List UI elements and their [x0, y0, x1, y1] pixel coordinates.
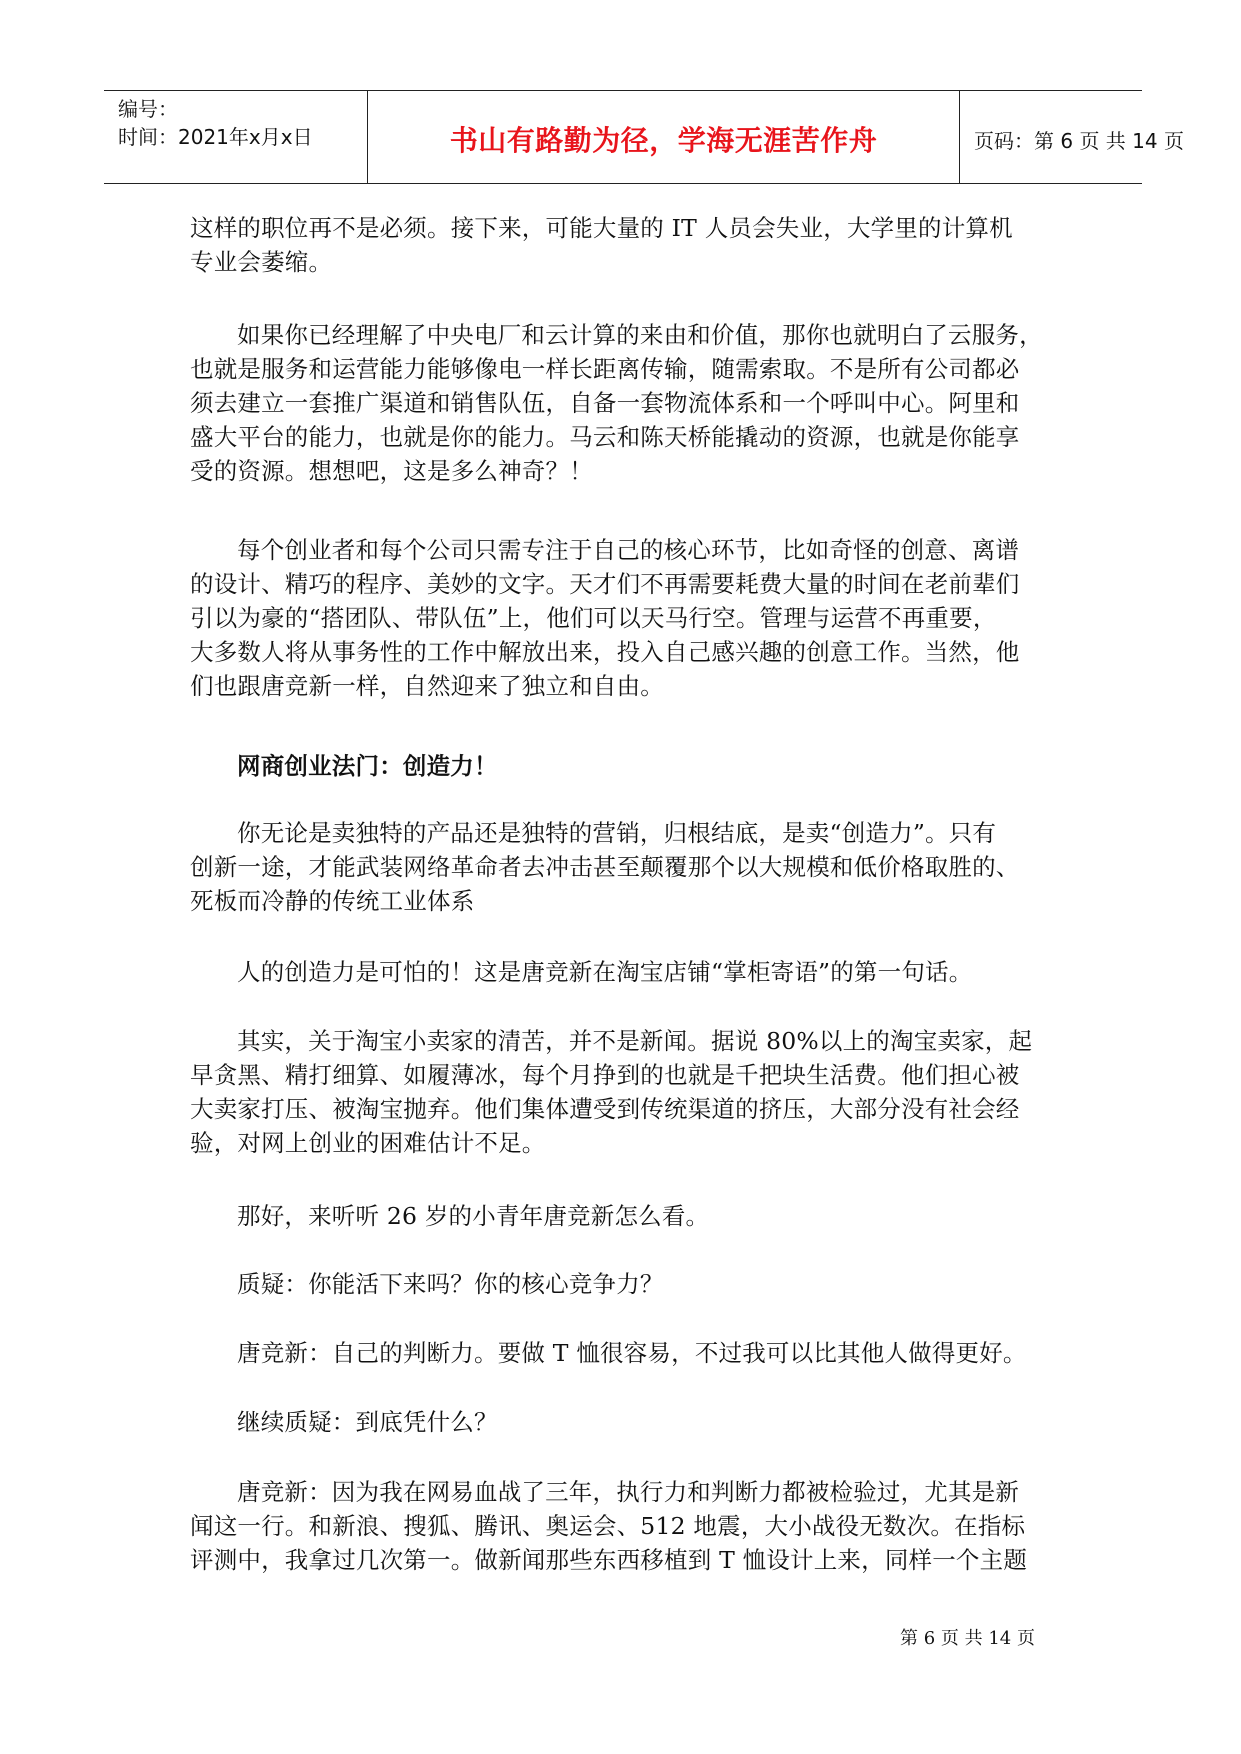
text-line: 质疑：你能活下来吗？你的核心竞争力？	[237, 1270, 664, 1298]
text-line: 你无论是卖独特的产品还是独特的营销，归根结底，是卖“创造力”。只有	[237, 819, 997, 847]
header-page-cell	[960, 91, 1184, 183]
text-line: 那好，来听听 26 岁的小青年唐竞新怎么看。	[237, 1202, 710, 1230]
header-motto: 书山有路勤为径，学海无涯苦作舟	[449, 124, 878, 157]
text-line: 继续质疑：到底凭什么？	[237, 1408, 498, 1436]
paragraph	[190, 955, 1062, 989]
text-line: 须去建立一套推广渠道和销售队伍，自备一套物流体系和一个呼叫中心。阿里和	[190, 389, 1020, 417]
header-meta-cell	[104, 91, 368, 183]
paragraph	[190, 816, 1062, 918]
text-line: 唐竞新：因为我在网易血战了三年，执行力和判断力都被检验过，尤其是新	[237, 1478, 1020, 1506]
paragraph	[190, 211, 1062, 279]
time-label: 时间：2021年x月x日	[118, 125, 313, 149]
text-line: 如果你已经理解了中央电厂和云计算的来由和价值，那你也就明白了云服务，	[237, 321, 1043, 349]
text-line: 死板而冷静的传统工业体系	[190, 887, 475, 915]
text-line: 人的创造力是可怕的！这是唐竞新在淘宝店铺“掌柜寄语”的第一句话。	[237, 958, 973, 986]
paragraph	[190, 533, 1062, 703]
text-line: 大多数人将从事务性的工作中解放出来，投入自己感兴趣的创意工作。当然，他	[190, 638, 1020, 666]
text-line: 受的资源。想想吧，这是多么神奇？！	[190, 457, 593, 485]
paragraph	[190, 1405, 1062, 1439]
text-line: 们也跟唐竞新一样，自然迎来了独立和自由。	[190, 672, 664, 700]
text-line: 这样的职位再不是必须。接下来，可能大量的 IT 人员会失业，大学里的计算机	[190, 214, 1013, 242]
header-motto-cell	[368, 91, 960, 183]
section-heading: 网商创业法门：创造力！	[237, 752, 498, 780]
paragraph	[190, 1336, 1062, 1370]
paragraph	[190, 1475, 1062, 1577]
text-line: 评测中，我拿过几次第一。做新闻那些东西移植到 T 恤设计上来，同样一个主题	[190, 1546, 1028, 1574]
paragraph	[190, 1024, 1062, 1160]
paragraph	[190, 318, 1062, 488]
text-line: 专业会萎缩。	[190, 248, 333, 276]
paragraph	[190, 1267, 1062, 1301]
text-line: 验，对网上创业的困难估计不足。	[190, 1129, 546, 1157]
text-line: 其实，关于淘宝小卖家的清苦，并不是新闻。据说 80%以上的淘宝卖家，起	[237, 1027, 1033, 1055]
text-line: 闻这一行。和新浪、搜狐、腾讯、奥运会、512 地震，大小战役无数次。在指标	[190, 1512, 1026, 1540]
text-line: 早贪黑、精打细算、如履薄冰，每个月挣到的也就是千把块生活费。他们担心被	[190, 1061, 1020, 1089]
text-line: 引以为豪的“搭团队、带队伍”上，他们可以天马行空。管理与运营不再重要，	[190, 604, 997, 632]
text-line: 创新一途，才能武装网络革命者去冲击甚至颠覆那个以大规模和低价格取胜的、	[190, 853, 1020, 881]
text-line: 也就是服务和运营能力能够像电一样长距离传输，随需索取。不是所有公司都必	[190, 355, 1020, 383]
header-page-code: 页码：第 6 页 共 14 页	[974, 129, 1184, 153]
text-line: 的设计、精巧的程序、美妙的文字。天才们不再需要耗费大量的时间在老前辈们	[190, 570, 1020, 598]
text-line: 唐竞新：自己的判断力。要做 T 恤很容易，不过我可以比其他人做得更好。	[237, 1339, 1027, 1367]
text-line: 每个创业者和每个公司只需专注于自己的核心环节，比如奇怪的创意、离谱	[237, 536, 1020, 564]
paragraph	[190, 1199, 1062, 1233]
text-line: 盛大平台的能力，也就是你的能力。马云和陈天桥能撬动的资源，也就是你能享	[190, 423, 1020, 451]
number-label: 编号：	[118, 97, 178, 121]
page-footer: 第 6 页 共 14 页	[900, 1628, 1035, 1649]
document-header	[104, 90, 1184, 184]
text-line: 大卖家打压、被淘宝抛弃。他们集体遭受到传统渠道的挤压，大部分没有社会经	[190, 1095, 1020, 1123]
